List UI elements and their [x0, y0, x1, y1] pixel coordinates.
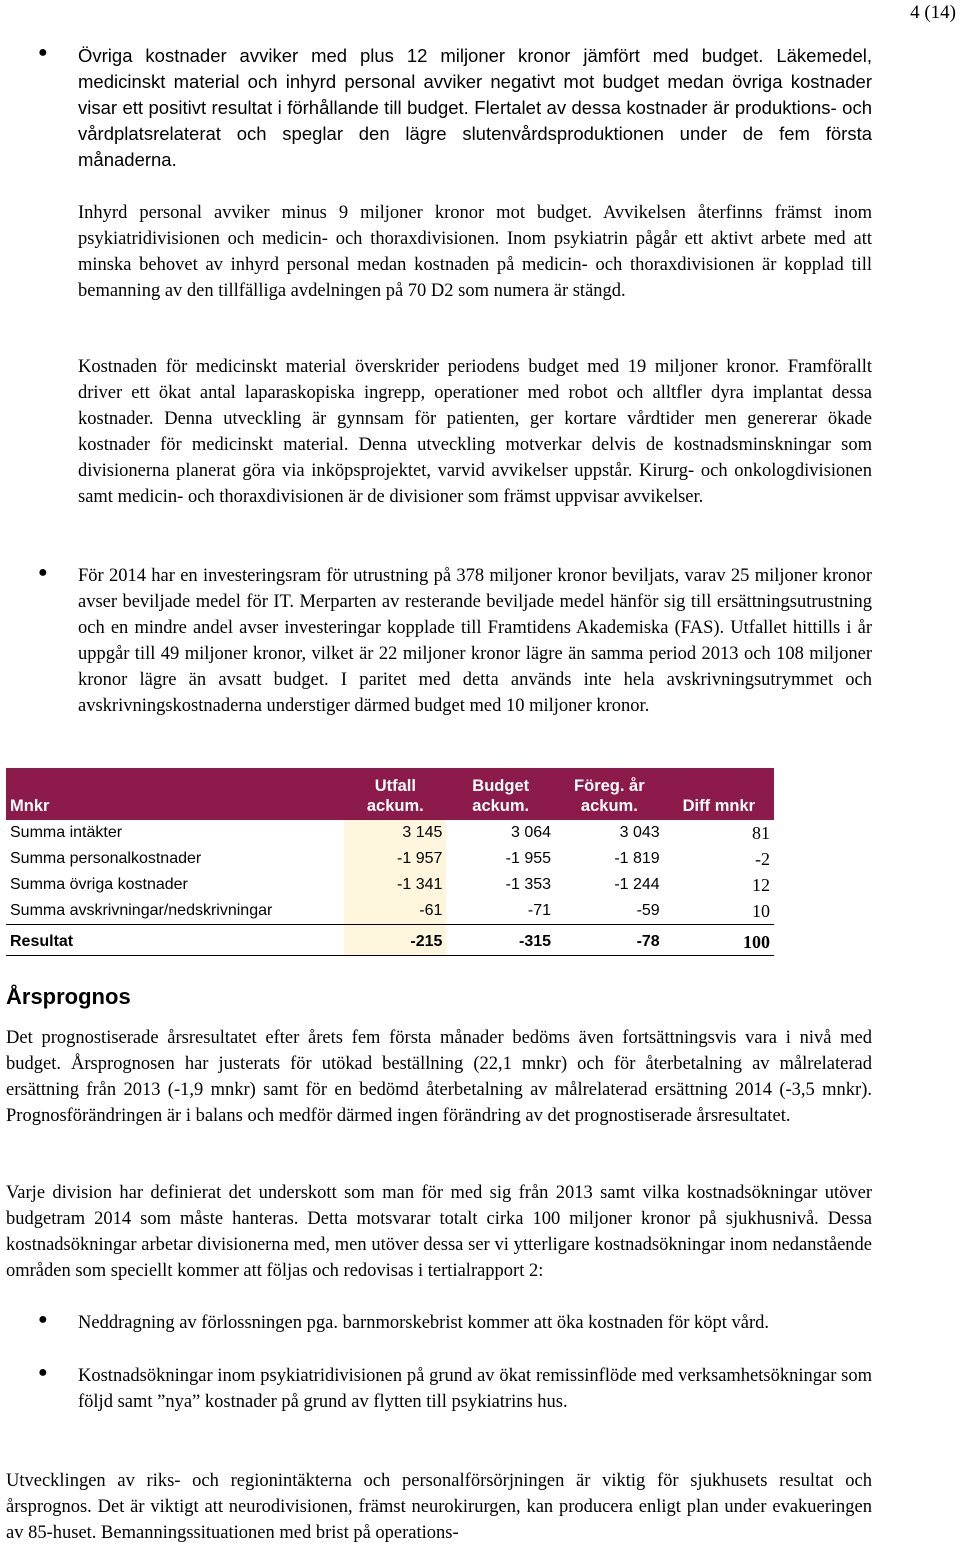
bullet-icon: ●	[38, 1364, 48, 1381]
col-header-budget: Budget ackum.	[446, 768, 555, 820]
row-label: Summa personalkostnader	[10, 850, 202, 867]
list-item: Neddragning av förlossningen pga. barnmorskebrist kommer att öka kostnaden för köpt vård.	[78, 1313, 770, 1333]
foreg-cell: -59	[555, 898, 664, 925]
row-label: Summa avskrivningar/nedskrivningar	[6, 898, 344, 925]
row-label: Summa övriga kostnader	[10, 876, 188, 893]
paragraph: Inhyrd personal avviker minus 9 miljoner kronor mot budget. Avvikelsen återfinns främst inom psykiatridivisionen och medicin- och thoraxdivisionen. Inom psykiatrin pågår ett aktivt arbete med att minska behovet av inhyrd personal medan kostnaden på medicin- och thoraxdivisionen är kopplad till bemanning av den tillfälliga avdelningen på 70 D2 som numera är stängd.	[78, 203, 872, 301]
bullet-icon: ●	[38, 1311, 48, 1328]
table-row	[6, 820, 774, 846]
utfall-cell: -1 957	[344, 846, 446, 872]
paragraph: Övriga kostnader avviker med plus 12 miljoner kronor jämfört med budget. Läkemedel, medicinskt material och inhyrd personal avviker negativt mot budget medan övriga kostnader visar ett positivt resultat i förhållande till budget. Flertalet av dessa kostnader är produktions- och vårdplatsrelaterat och speglar den lägre slutenvårdsproduktionen under de fem första månaderna.	[78, 45, 872, 170]
budget-cell: -1 955	[505, 850, 552, 867]
diff-cell: 81	[752, 822, 770, 843]
row-label: Summa intäkter	[10, 824, 123, 841]
diff-cell: 12	[752, 874, 770, 895]
col-header-diff: Diff mnkr	[664, 768, 774, 820]
budget-cell: -1 353	[505, 876, 552, 893]
utfall-cell: -61	[344, 898, 446, 925]
col-header-mnkr: Mnkr	[6, 768, 344, 820]
foreg-cell: -1 244	[614, 876, 660, 893]
table-header-row	[6, 768, 774, 820]
financial-table	[6, 768, 774, 956]
bullet-icon: ●	[38, 564, 48, 581]
utfall-cell: -1 341	[344, 872, 446, 898]
bullet-icon: ●	[38, 44, 48, 61]
table-row	[6, 898, 774, 925]
foreg-cell: 3 043	[619, 824, 660, 841]
page-number: 4 (14)	[910, 2, 956, 23]
diff-cell: -2	[755, 848, 770, 869]
result-label: Resultat	[6, 929, 344, 956]
diff-cell: 100	[664, 929, 774, 956]
utfall-cell: 3 145	[344, 820, 446, 846]
table-row	[6, 846, 774, 872]
budget-cell: -315	[446, 929, 555, 956]
paragraph: Utvecklingen av riks- och regionintäkterna och personalförsörjningen är viktig för sjukhusets resultat och årsprognos. Det är viktigt att neurodivisionen, främst neurokirurgen, kan producera enligt plan under evakueringen av 85-huset. Bemanningssituationen med brist på operations-	[6, 1471, 872, 1543]
paragraph: Varje division har definierat det underskott som man för med sig från 2013 samt vilka kostnadsökningar utöver budgetram 2014 som måste hanteras. Detta motsvarar totalt cirka 100 miljoner kronor på sjukhusnivå. Dessa kostnadsökningar arbetar divisionerna med, men utöver dessa ser vi ytterligare kostnadsökningar inom nedanstående områden som speciellt kommer att följas och redovisas i tertialrapport 2:	[6, 1183, 872, 1281]
foreg-cell: -1 819	[614, 850, 660, 867]
paragraph: Det prognostiserade årsresultatet efter årets fem första månader bedöms även fortsättningsvis vara i nivå med budget. Årsprognosen har justerats för utökad beställning (22,1 mnkr) och för återbetalning av målrelaterad ersättning från 2013 (-1,9 mnkr) samt för en bedömd återbetalning av målrelaterad ersättning 2014 (-3,5 mnkr). Prognosförändringen är i balans och medför därmed ingen förändring av det prognostiserade årsresultatet.	[6, 1028, 872, 1126]
budget-cell: -71	[446, 898, 555, 925]
foreg-cell: -78	[555, 929, 664, 956]
list-item: Kostnadsökningar inom psykiatridivisionen på grund av ökat remissinflöde med verksamhetsökningar som följd samt ”nya” kostnader på grund av flytten till psykiatrins hus.	[78, 1366, 872, 1412]
utfall-cell: -215	[344, 929, 446, 956]
paragraph: För 2014 har en investeringsram för utrustning på 378 miljoner kronor beviljats, varav 25 miljoner kronor avser beviljade medel för IT. Merparten av resterande beviljade medel hänför sig till ersättningsutrustning och en mindre andel avser investeringar kopplade till Framtidens Akademiska (FAS). Utfallet hittills i år uppgår till 49 miljoner kronor, vilket är 22 miljoner kronor lägre än samma period 2013 och 108 miljoner kronor lägre än avsatt budget. I paritet med detta används inte hela avskrivningsutrymmet och avskrivningskostnaderna understiger därmed budget med 10 miljoner kronor.	[78, 566, 872, 716]
result-row	[6, 929, 774, 956]
table-row	[6, 872, 774, 898]
diff-cell: 10	[664, 898, 774, 925]
col-header-utfall: Utfall ackum.	[344, 768, 446, 820]
paragraph: Kostnaden för medicinskt material överskrider periodens budget med 19 miljoner kronor. Framförallt driver ett ökat antal laparaskopiska ingrepp, operationer med robot och alltfler dyra implantat dessa kostnader. Denna utveckling är gynnsam för patienten, ger kortare vårdtider men genererar ökade kostnader för medicinskt material. Denna utveckling motverkar delvis de kostnadsminskningar som divisionerna planerat göra via inköpsprojektet, varvid avvikelser uppstår. Kirurg- och onkologdivisionen samt medicin- och thoraxdivisionen är de divisioner som främst uppvisar avvikelser.	[78, 357, 872, 507]
budget-cell: 3 064	[510, 824, 552, 841]
col-header-foreg: Föreg. år ackum.	[555, 768, 664, 820]
section-heading: Årsprognos	[6, 984, 131, 1009]
